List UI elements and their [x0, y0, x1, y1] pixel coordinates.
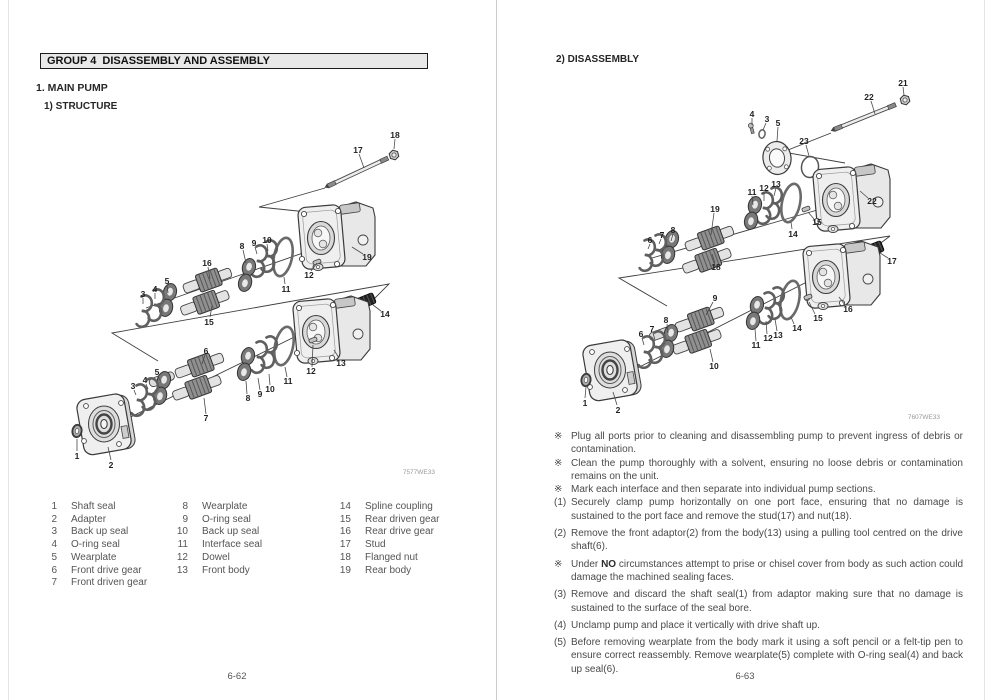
flanged-nut-part	[899, 95, 911, 106]
parts-col3	[333, 501, 439, 577]
part-number-callout: 3	[140, 289, 146, 299]
callout-leader-line	[204, 398, 206, 414]
front-gear-set-part	[647, 303, 733, 365]
part-item-number: 13	[176, 564, 188, 576]
part-number-callout: 13	[771, 179, 781, 189]
part-number-callout: 11	[281, 284, 291, 294]
part-item-name: Stud	[365, 539, 386, 551]
part-item-name: Wearplate	[202, 501, 248, 512]
part-item-name: O-ring seal	[202, 513, 251, 525]
part-number-callout: 17	[887, 256, 897, 266]
part-item-name: Front body	[202, 564, 250, 576]
part-number-callout: 6	[647, 235, 653, 245]
part-number-callout: 13	[336, 358, 346, 368]
part-number-callout: 2	[108, 460, 114, 470]
part-number-callout: 15	[813, 313, 823, 323]
part-item-name: O-ring seal	[71, 539, 120, 551]
bolt-part	[748, 123, 755, 134]
part-number-callout: 16	[843, 304, 853, 314]
part-item-number: 15	[339, 513, 351, 525]
disassembly-exploded-figure	[545, 75, 985, 425]
callout-leader-line	[774, 188, 776, 196]
page-divider	[496, 0, 497, 700]
part-number-callout: 3	[764, 114, 770, 124]
part-number-callout: 3	[130, 381, 136, 391]
part-number-callout: 4	[142, 375, 148, 385]
part-number-callout: 4	[152, 284, 158, 294]
parts-col1	[45, 501, 147, 590]
part-item	[45, 577, 147, 590]
part-item	[45, 552, 147, 565]
part-item-name: Spline coupling	[365, 501, 433, 512]
part-number-callout: 5	[154, 367, 160, 377]
callout-leader-line	[585, 387, 586, 398]
callout-leader-line	[394, 139, 395, 149]
part-item-number: 8	[182, 501, 188, 512]
part-number-callout: 6	[638, 329, 644, 339]
structure-exploded-figure	[30, 118, 480, 486]
adapter-part	[76, 393, 137, 456]
callout-leader-line	[359, 154, 364, 168]
adapter-part	[582, 339, 643, 402]
part-number-callout: 11	[283, 376, 293, 386]
part-number-callout: 10	[262, 235, 272, 245]
part-number-callout: 14	[380, 309, 390, 319]
step-item	[554, 430, 963, 457]
group-title: GROUP 4 DISASSEMBLY AND ASSEMBLY	[47, 55, 270, 67]
part-number-callout: 8	[663, 315, 669, 325]
part-number-callout: 10	[265, 384, 275, 394]
callout-leader-line	[642, 338, 644, 345]
part-item-name: Wearplate	[71, 551, 117, 563]
part-number-callout: 7	[649, 324, 655, 334]
part-item	[45, 501, 147, 514]
part-item-number: 10	[176, 526, 188, 538]
part-number-callout: 1	[582, 398, 588, 408]
part-number-callout: 11	[751, 340, 761, 350]
step-marker: (2)	[554, 528, 567, 540]
shaft-seal-part	[72, 424, 83, 438]
group-title-box	[40, 53, 428, 69]
part-number-callout: 14	[788, 229, 798, 239]
parts-col2	[170, 501, 262, 577]
part-number-callout: 9	[712, 293, 718, 303]
part-number-callout: 12	[759, 183, 769, 193]
part-item-number: 4	[51, 539, 57, 551]
back-up-seal-part	[638, 336, 655, 369]
part-item	[170, 501, 262, 514]
part-item-name: Dowel	[202, 551, 230, 563]
part-item-number: 11	[177, 539, 188, 551]
part-number-callout: 2	[615, 405, 621, 415]
flanged-nut-part	[388, 150, 400, 161]
part-item-name: Adapter	[71, 513, 107, 525]
callout-leader-line	[777, 127, 778, 141]
step-text: Clean the pump thoroughly with a solvent, ensuring no loose debris or contamination remains on the unit.	[571, 457, 963, 482]
wearplate-part	[743, 195, 764, 231]
part-item-name: Rear driven gear	[365, 513, 440, 525]
steps-list	[554, 430, 963, 676]
part-number-callout: 12	[306, 366, 316, 376]
step-marker: ※	[554, 558, 563, 570]
step-text: Under NO circumstances attempt to prise or chisel cover from body as such action could damage the machined sealing faces.	[571, 558, 964, 583]
part-number-callout: 9	[251, 238, 257, 248]
part-item	[333, 565, 439, 578]
part-item-number: 3	[51, 526, 57, 538]
part-item	[333, 501, 439, 514]
front-body-part	[292, 296, 370, 365]
part-number-callout: 18	[390, 130, 400, 140]
part-number-callout: 9	[257, 389, 263, 399]
part-item-name: Rear body	[365, 564, 412, 576]
part-number-callout: 23	[799, 136, 809, 146]
callout-leader-line	[806, 145, 809, 156]
part-item-number: 19	[339, 564, 351, 576]
heading-disassembly: 2) DISASSEMBLY	[556, 54, 639, 65]
washer-part	[758, 129, 765, 138]
step-item	[554, 457, 963, 484]
part-item-name: Shaft seal	[71, 501, 116, 512]
step-marker: ※	[554, 457, 563, 469]
part-number-callout: 11	[747, 187, 757, 197]
part-item	[45, 526, 147, 539]
part-number-callout: 5	[775, 118, 781, 128]
part-number-callout: 5	[164, 276, 170, 286]
step-item	[554, 619, 963, 632]
part-item-number: 2	[51, 513, 57, 525]
part-item	[333, 552, 439, 565]
wearplate-part	[745, 295, 766, 331]
part-item	[170, 514, 262, 527]
rear-gear-set-part	[670, 222, 742, 278]
part-number-callout: 19	[362, 252, 372, 262]
part-item	[170, 565, 262, 578]
part-number-callout: 21	[898, 78, 908, 88]
step-marker: (5)	[554, 637, 567, 649]
part-number-callout: 15	[812, 217, 822, 227]
part-item-number: 14	[339, 501, 351, 512]
step-item	[554, 496, 963, 523]
part-number-callout: 15	[204, 317, 214, 327]
part-number-callout: 8	[239, 241, 245, 251]
part-item-name: Back up seal	[71, 526, 129, 538]
back-up-seal-part	[136, 295, 153, 328]
stud-part	[323, 156, 389, 190]
part-item	[45, 565, 147, 578]
rear-body-part	[812, 164, 890, 233]
step-item	[554, 527, 963, 554]
heading-structure: 1) STRUCTURE	[44, 101, 118, 112]
part-number-callout: 12	[763, 333, 773, 343]
part-number-callout: 16	[202, 258, 212, 268]
part-item-number: 7	[51, 577, 57, 589]
rear-gear-set-part	[171, 264, 240, 320]
part-number-callout: 7	[659, 230, 665, 240]
part-item-number: 16	[339, 526, 351, 538]
part-item	[45, 514, 147, 527]
part-item	[170, 539, 262, 552]
stud-part	[830, 102, 897, 133]
callout-leader-line	[763, 123, 766, 130]
step-marker: (1)	[554, 497, 567, 509]
step-marker: (4)	[554, 619, 567, 631]
step-item	[554, 558, 963, 585]
part-number-callout: 10	[709, 361, 719, 371]
callout-leader-line	[284, 277, 285, 284]
part-item	[333, 514, 439, 527]
step-text: Unclamp pump and place it vertically with drive shaft up.	[571, 619, 821, 631]
part-number-callout: 8	[670, 225, 676, 235]
part-item-number: 17	[339, 539, 351, 551]
cover-flange-part	[761, 140, 793, 177]
step-text: Plug all ports prior to cleaning and disassembling pump to prevent ingress of debris or contamination.	[571, 431, 963, 456]
part-number-callout: 18	[711, 262, 721, 272]
step-text: Securely clamp pump horizontally on one port face, ensuring that no damage is sustained to the port face and remove the stud(17) and nut(18).	[571, 497, 963, 522]
part-number-callout: 8	[245, 393, 251, 403]
page-number-right: 6-63	[735, 671, 755, 682]
heading-main-pump: 1. MAIN PUMP	[36, 82, 108, 94]
callout-leader-line	[791, 222, 792, 229]
part-number-callout: 22	[864, 92, 874, 102]
part-item-name: Rear drive gear	[365, 526, 434, 538]
part-item-name: Back up seal	[202, 526, 260, 538]
step-item	[554, 588, 963, 615]
step-marker: (3)	[554, 589, 567, 601]
part-item-number: 6	[51, 564, 57, 576]
part-item-number: 5	[51, 551, 57, 563]
part-number-callout: 13	[773, 330, 783, 340]
part-item	[170, 526, 262, 539]
part-number-callout: 14	[792, 323, 802, 333]
part-item	[333, 526, 439, 539]
step-text: Remove the front adaptor(2) from the body(13) using a pulling tool centred on the drive shaft(6).	[571, 528, 963, 553]
part-item-name: Flanged nut	[365, 551, 418, 563]
part-item-number: 12	[176, 551, 188, 563]
part-item	[170, 552, 262, 565]
section-divider-line	[783, 133, 845, 163]
part-number-callout: 19	[710, 204, 720, 214]
part-number-callout: 4	[749, 109, 755, 119]
step-marker: ※	[554, 484, 563, 496]
dowel-part	[802, 206, 811, 212]
step-text: Remove and discard the shaft seal(1) from adaptor making sure that no damage is sustained to the surface of the seal bore.	[571, 589, 963, 614]
callout-leader-line	[255, 247, 257, 254]
part-item-number: 18	[339, 551, 351, 563]
part-item-number: 9	[182, 513, 188, 525]
part-item-name: Front driven gear	[71, 577, 148, 589]
part-number-callout: 7	[203, 413, 209, 423]
part-item-name: Front drive gear	[71, 564, 142, 576]
part-item-number: 1	[51, 501, 57, 512]
front-body-part	[802, 241, 880, 310]
step-item	[554, 483, 963, 496]
shaft-seal-part	[581, 373, 592, 387]
part-item	[45, 539, 147, 552]
part-number-callout: 12	[304, 270, 314, 280]
page-number-left: 6-62	[227, 671, 247, 682]
part-number-callout: 1	[74, 451, 80, 461]
part-number-callout: 17	[353, 145, 363, 155]
figure-ref-left: 7577WE33	[402, 469, 435, 476]
step-text: Before removing wearplate from the body mark it using a soft pencil or a felt-tip pen to ensure correct reassembly. Remove wearplate(5) complete with O-ring seal(4) and back up seal(6).	[571, 637, 963, 675]
part-number-callout: 22	[867, 196, 877, 206]
page-edge-left	[8, 0, 9, 700]
callout-leader-line	[903, 87, 904, 95]
step-text: Mark each interface and then separate into individual pump sections.	[571, 484, 876, 496]
part-number-callout: 6	[203, 346, 209, 356]
part-item-name: Interface seal	[202, 539, 263, 551]
part-item	[333, 539, 439, 552]
step-marker: ※	[554, 431, 563, 442]
figure-ref-right: 7607WE33	[907, 414, 940, 421]
